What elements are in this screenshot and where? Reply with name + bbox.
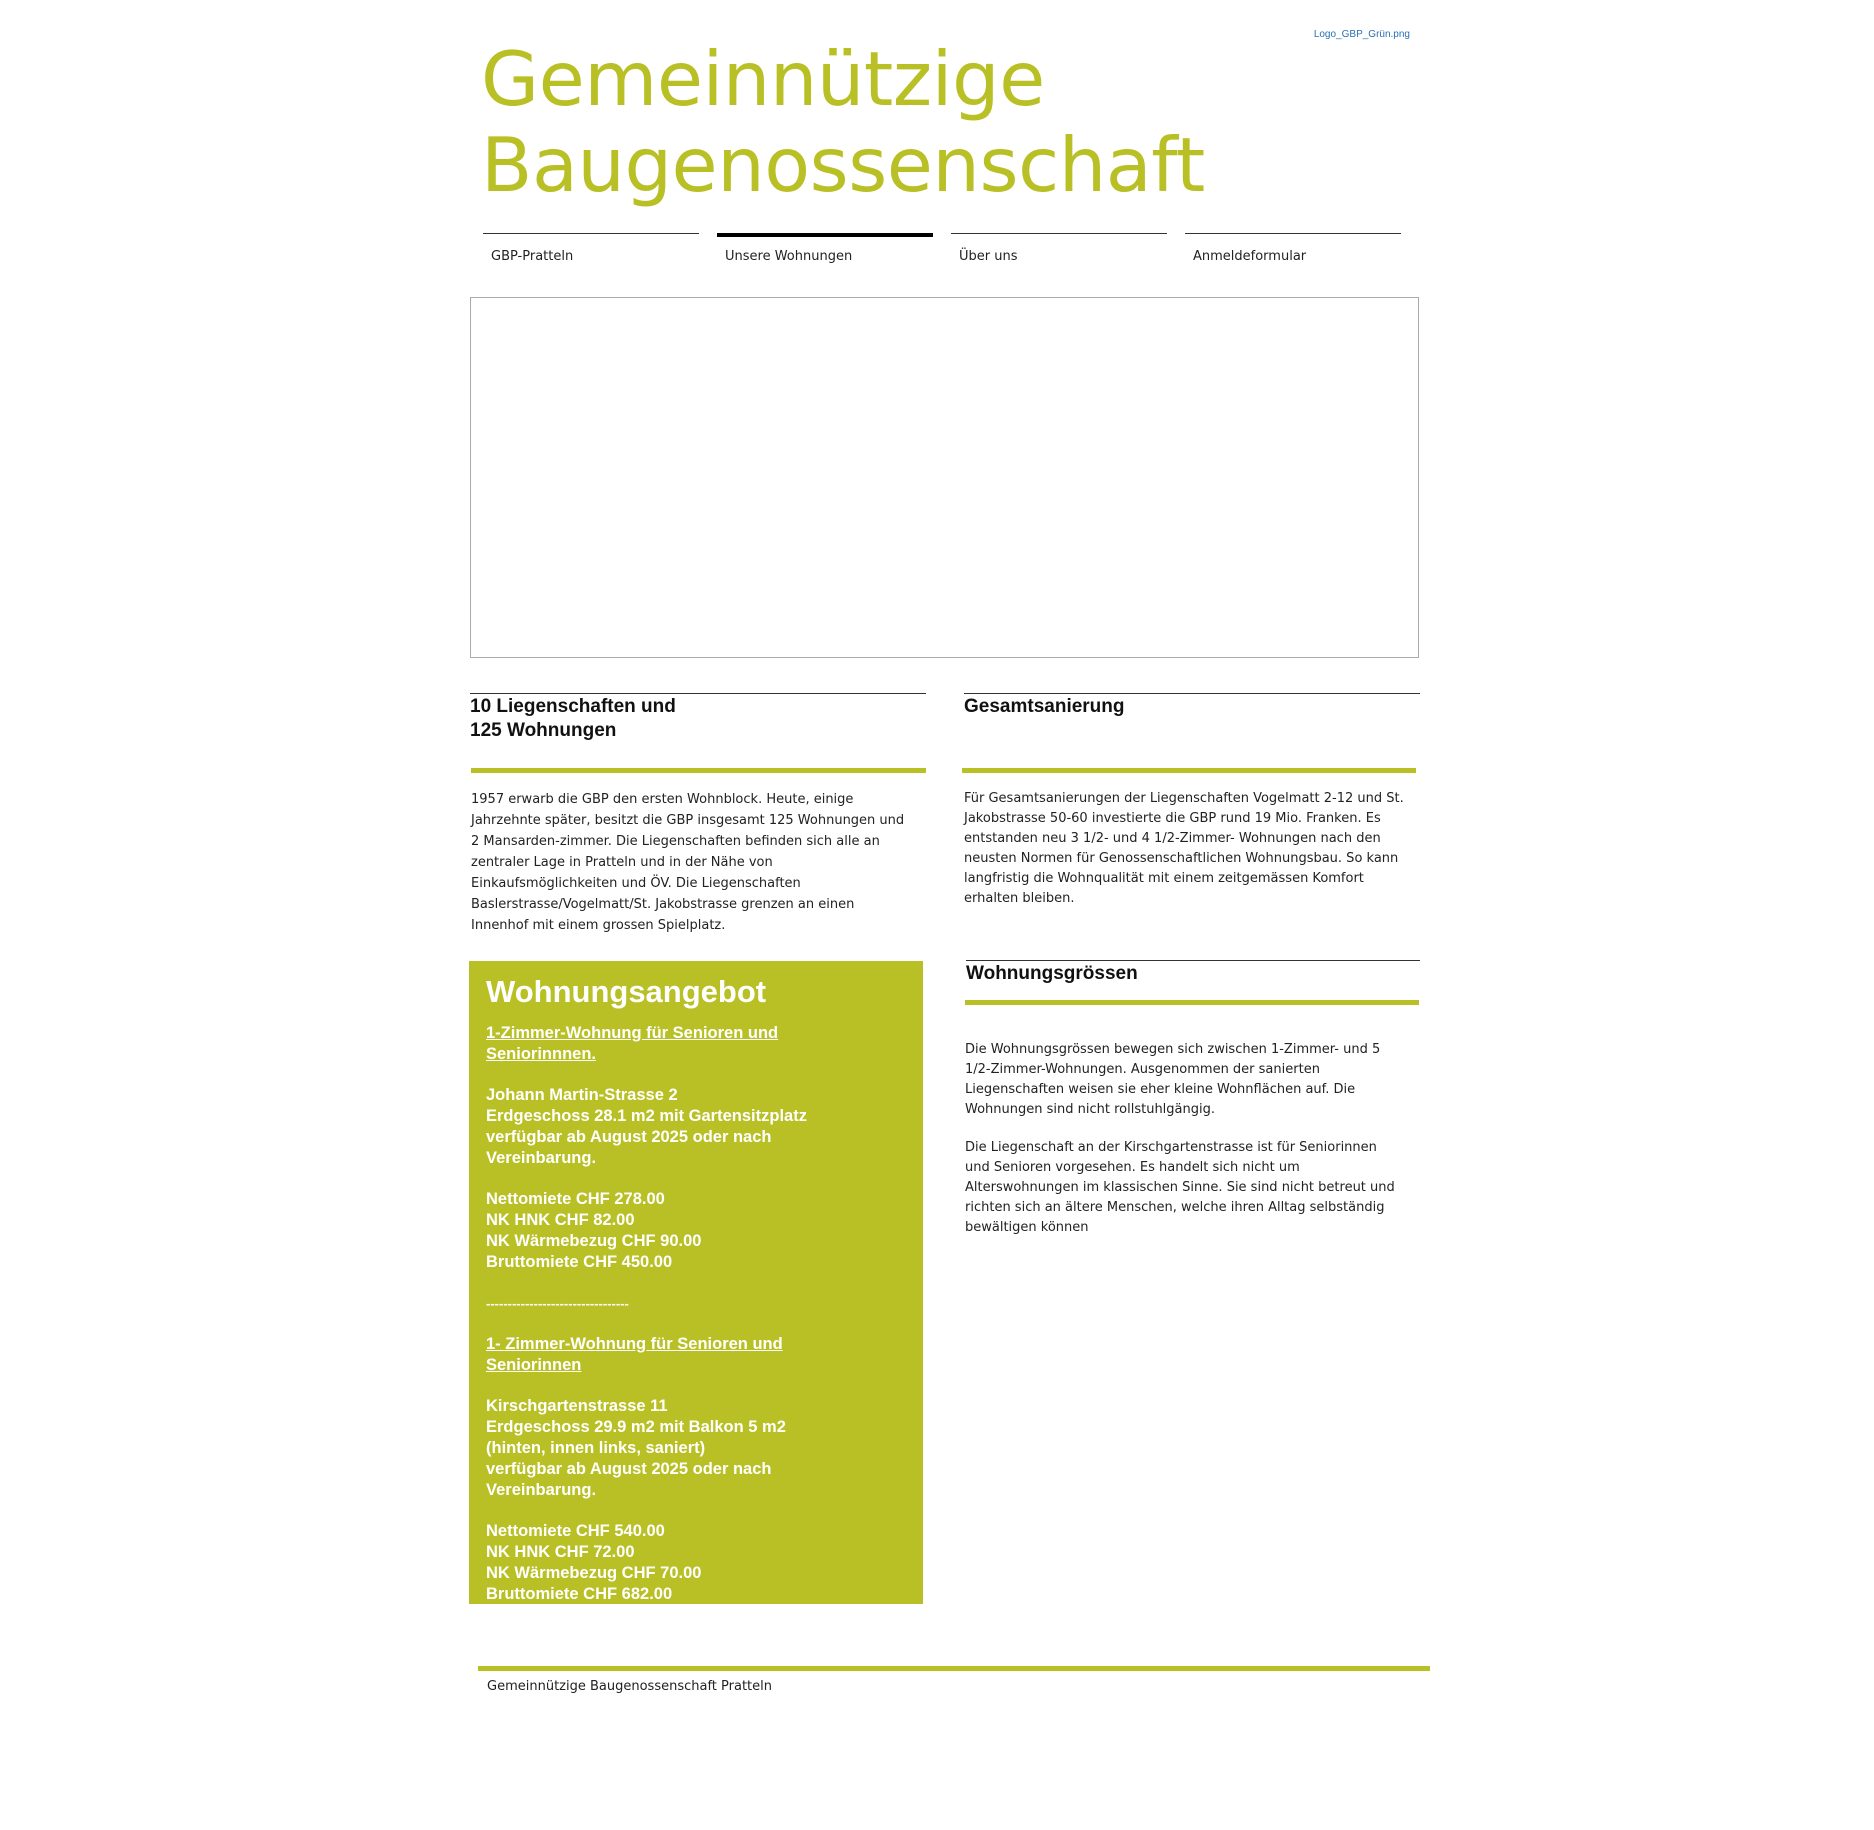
text-liegenschaften: 1957 erwarb die GBP den ersten Wohnblock. Heute, einige Jahrzehnte später, besitzt die GBP insgesamt 125 Wohnungen und 2 Mansarden-zimmer. Die Liegenschaften befinden sich alle an zentraler Lage in Pratteln und in der Nähe von Einkaufsmöglichkeiten und ÖV. Die Liegenschaften Baslerstrasse/Vogelmatt/St. Jakobstrasse grenzen an einen Innenhof mit einem grossen Spielplatz. xyxy=(471,792,905,933)
offer-content xyxy=(486,973,906,1604)
heading-liegenschaften xyxy=(470,695,926,743)
heading-line2: 125 Wohnungen xyxy=(470,720,617,741)
heading-wohnungsgroessen: Wohnungsgrössen xyxy=(966,963,1138,984)
footer-rule xyxy=(478,1666,1430,1671)
nav-bar xyxy=(951,233,1167,234)
section-accent-rule xyxy=(471,768,926,773)
listing-price: NK HNK CHF 72.00 xyxy=(486,1543,635,1561)
nav-item-unsere-wohnungen[interactable] xyxy=(717,233,933,273)
nav-bar xyxy=(1185,233,1401,234)
listing-link-line1: 1-Zimmer-Wohnung für Senioren und xyxy=(486,1024,779,1042)
text-wohnungsgroessen-1: Die Wohnungsgrössen bewegen sich zwischen 1-Zimmer- und 5 1/2-Zimmer-Wohnungen. Ausgenommen der sanierten Liegenschaften weisen sie eher kleine Wohnflächen auf. Die Wohnungen sind nicht rollstuhlgängig. xyxy=(965,1042,1381,1117)
text-gesamtsanierung: Für Gesamtsanierungen der Liegenschaften Vogelmatt 2-12 und St. Jakobstrasse 50-60 investierte die GBP rund 19 Mio. Franken. Es entstanden neu 3 1/2- und 4 1/2-Zimmer- Wohnungen nach den neusten Normen für Genossenschaftlichen Wohnungsbau. So kann langfristig die Wohnqualität mit einem zeitgemässen Komfort erhalten bleiben. xyxy=(964,791,1404,906)
footer-text: Gemeinnützige Baugenossenschaft Pratteln xyxy=(487,1679,772,1694)
offer-title: Wohnungsangebot xyxy=(486,974,767,1009)
logo-image-link[interactable]: Logo_GBP_Grün.png xyxy=(1313,29,1410,40)
section-rule xyxy=(966,960,1420,961)
nav-label: GBP-Pratteln xyxy=(491,249,574,264)
nav-bar-active xyxy=(717,233,933,237)
listing-detail: verfügbar ab August 2025 oder nach xyxy=(486,1128,772,1146)
listing-detail: Erdgeschoss 28.1 m2 mit Gartensitzplatz xyxy=(486,1107,807,1125)
listing-price: Bruttomiete CHF 682.00 xyxy=(486,1585,673,1603)
section-rule xyxy=(964,693,1420,694)
nav-label: Über uns xyxy=(959,249,1018,264)
listing-detail: Vereinbarung. xyxy=(486,1481,597,1499)
section-accent-rule xyxy=(965,1000,1419,1005)
listing-link-2[interactable] xyxy=(486,1334,906,1376)
nav-item-gbp-pratteln[interactable] xyxy=(483,233,699,273)
listing-link-1[interactable] xyxy=(486,1023,906,1065)
nav-item-ueber-uns[interactable] xyxy=(951,233,1167,273)
heading-line1: 10 Liegenschaften und xyxy=(470,696,676,717)
section-accent-rule xyxy=(962,768,1416,773)
section-rule xyxy=(470,693,926,694)
listing-price: NK Wärmebezug CHF 70.00 xyxy=(486,1564,702,1582)
site-title-line2: Baugenossenschaft xyxy=(481,121,1205,209)
listing-separator: --------------------------------- xyxy=(486,1296,629,1311)
listing-link-line1: 1- Zimmer-Wohnung für Senioren und xyxy=(486,1335,783,1353)
listing-detail: Vereinbarung. xyxy=(486,1149,597,1167)
nav-label: Anmeldeformular xyxy=(1193,249,1307,264)
offer-box xyxy=(469,961,923,1604)
listing-price: Nettomiete CHF 278.00 xyxy=(486,1190,665,1208)
listing-price: NK Wärmebezug CHF 90.00 xyxy=(486,1232,702,1250)
listing-detail: verfügbar ab August 2025 oder nach xyxy=(486,1460,772,1478)
listing-detail: Erdgeschoss 29.9 m2 mit Balkon 5 m2 xyxy=(486,1418,786,1436)
listing-detail: (hinten, innen links, saniert) xyxy=(486,1439,706,1457)
text-wohnungsgroessen-2: Die Liegenschaft an der Kirschgartenstrasse ist für Seniorinnen und Senioren vorgesehen. Es handelt sich nicht um Alterswohnungen im klassischen Sinne. Sie sind nicht betreut und richten sich an ältere Menschen, welche ihren Alltag selbständig bewältigen können xyxy=(965,1140,1395,1235)
nav-bar xyxy=(483,233,699,234)
listing-detail: Kirschgartenstrasse 11 xyxy=(486,1397,668,1415)
site-title xyxy=(481,36,1241,208)
site-title-line1: Gemeinnützige xyxy=(481,35,1045,123)
listing-price: Bruttomiete CHF 450.00 xyxy=(486,1253,673,1271)
listing-price: NK HNK CHF 82.00 xyxy=(486,1211,635,1229)
listing-detail: Johann Martin-Strasse 2 xyxy=(486,1086,678,1104)
heading-gesamtsanierung: Gesamtsanierung xyxy=(964,696,1125,717)
listing-link-line2: Seniorinnen xyxy=(486,1356,582,1374)
listing-link-line2: Seniorinnnen. xyxy=(486,1045,597,1063)
nav-label: Unsere Wohnungen xyxy=(725,249,853,264)
nav-item-anmeldeformular[interactable] xyxy=(1185,233,1401,273)
listing-price: Nettomiete CHF 540.00 xyxy=(486,1522,665,1540)
media-frame xyxy=(470,297,1419,658)
